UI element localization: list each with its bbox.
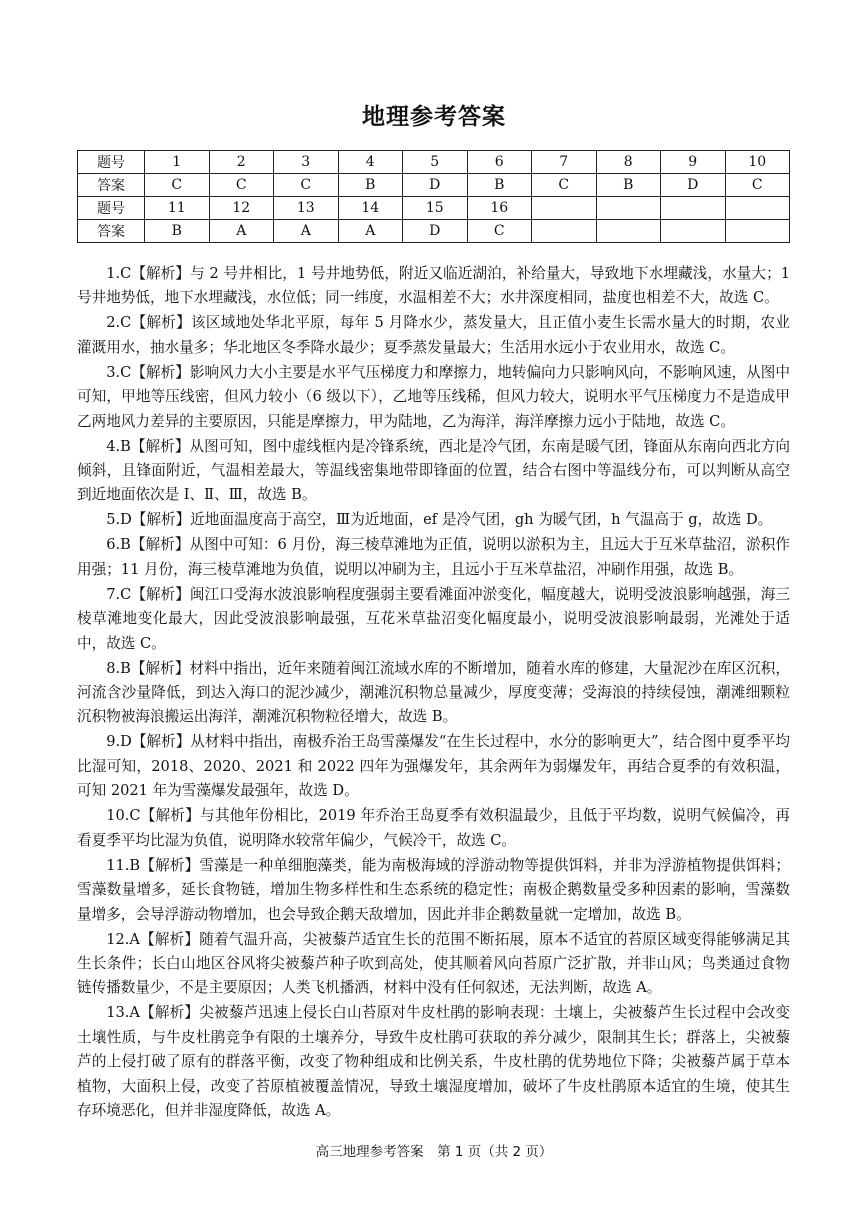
table-cell (596, 197, 661, 220)
table-cell (661, 220, 726, 243)
table-row (78, 151, 790, 174)
table-cell: 2 (209, 151, 274, 174)
table-cell: 16 (467, 197, 532, 220)
explanation-paragraph: 5.D【解析】近地面温度高于高空，Ⅲ为近地面，ef 是冷气团，gh 为暖气团，h 气温高于 g，故选 D。 (106, 511, 773, 529)
explanation-paragraph: 11.B【解析】雪藻是一种单细胞藻类，能为南极海域的浮游动物等提供饵料，并非为浮游植物提供饵料；雪藻数量增多，延长食物链，增加生物多样性和生态系统的稳定性；南极企鹅数量受多种因素的影响，雪藻数量增多，会导浮游动物增加，也会导致企鹅天敌增加，因此并非企鹅数量就一定增加，故选 B。 (77, 856, 790, 923)
table-cell: 8 (596, 151, 661, 174)
table-cell (532, 220, 597, 243)
table-cell: B (338, 174, 403, 197)
explanation-paragraph: 1.C【解析】与 2 号井相比，1 号井地势低，附近又临近湖泊，补给量大，导致地下水埋藏浅，水量大；1 号井地势低，地下水埋藏浅，水位低；同一纬度，水温相差不大；水井深度相同，盐度也相差不大，故选 C。 (77, 265, 790, 307)
table-row (78, 174, 790, 197)
table-cell: B (596, 174, 661, 197)
table-cell: 3 (274, 151, 339, 174)
explanation-paragraph: 9.D【解析】从材料中指出，南极乔治王岛雪藻爆发“在生长过程中，水分的影响更大”，结合图中夏季平均比湿可知，2018、2020、2021 和 2022 四年为强爆发年，其余两年为弱爆发年，再结合夏季的有效积温，可知 2021 年为雪藻爆发最强年，故选 D。 (77, 733, 790, 800)
table-cell: A (338, 220, 403, 243)
row-header-cell: 题号 (78, 151, 145, 174)
table-cell: D (661, 174, 726, 197)
table-cell: A (274, 220, 339, 243)
explanation-paragraph: 3.C【解析】影响风力大小主要是水平气压梯度力和摩擦力，地转偏向力只影响风向，不影响风速，从图中可知，甲地等压线密，但风力较小（6 级以下），乙地等压线稀，但风力较大，说明水平气压梯度力不是造成甲乙两地风力差异的主要原因，只能是摩擦力，甲为陆地，乙为海洋，海洋摩擦力远小于陆地，故选 C。 (77, 363, 790, 430)
answer-table (77, 150, 790, 243)
explanation-paragraph: 12.A【解析】随着气温升高，尖被藜芦适宜生长的范围不断拓展，原本不适宜的苔原区域变得能够满足其生长条件；长白山地区谷风将尖被藜芦种子吹到高处，使其顺着风向苔原广泛扩散，并非山风；鸟类通过食物链传播数量少，不是主要原因；人类飞机播洒，材料中没有任何叙述，无法判断，故选 A。 (77, 930, 790, 997)
row-header-cell: 答案 (78, 174, 145, 197)
table-cell (725, 220, 790, 243)
table-cell: B (145, 220, 210, 243)
explanation-paragraph: 2.C【解析】该区域地处华北平原，每年 5 月降水少，蒸发量大，且正值小麦生长需水量大的时期，农业灌溉用水，抽水量多；华北地区冬季降水最少；夏季蒸发量最大；生活用水远小于农业用水，故选 C。 (77, 314, 790, 356)
table-cell: 1 (145, 151, 210, 174)
explanation-paragraph: 13.A【解析】尖被藜芦迅速上侵长白山苔原对牛皮杜鹃的影响表现：土壤上，尖被藜芦生长过程中会改变土壤性质，与牛皮杜鹃竞争有限的土壤养分，导致牛皮杜鹃可获取的养分减少，限制其生长；群落上，尖被藜芦的上侵打破了原有的群落平衡，改变了物种组成和比例关系，牛皮杜鹃的优势地位下降；尖被藜芦属于草本植物，大面积上侵，改变了苔原植被覆盖情况，导致土壤湿度增加，破坏了牛皮杜鹃原本适宜的生境，使其生存环境恶化，但并非湿度降低，故选 A。 (77, 1004, 790, 1119)
table-cell (532, 197, 597, 220)
table-cell: C (725, 174, 790, 197)
table-cell (725, 197, 790, 220)
table-cell: B (467, 174, 532, 197)
explanation-paragraph: 8.B【解析】材料中指出，近年来随着闽江流域水库的不断增加，随着水库的修建，大量泥沙在库区沉积，河流含沙量降低，到达入海口的泥沙减少，潮滩沉积物总量减少，厚度变薄；受海浪的持续侵蚀，潮滩细颗粒沉积物被海浪搬运出海洋，潮滩沉积物粒径增大，故选 B。 (77, 659, 790, 726)
table-cell: D (403, 220, 468, 243)
table-cell: C (467, 220, 532, 243)
row-header-cell: 答案 (78, 220, 145, 243)
table-cell: 4 (338, 151, 403, 174)
explanation-paragraph: 7.C【解析】闽江口受海水波浪影响程度强弱主要看滩面冲淤变化，幅度越大，说明受波浪影响越强，海三棱草滩地变化最大，因此受波浪影响最强，互花米草盐沼变化幅度最小，说明受波浪影响最弱，光滩处于适中，故选 C。 (77, 585, 790, 652)
table-row (78, 220, 790, 243)
table-row (78, 197, 790, 220)
table-cell: 10 (725, 151, 790, 174)
table-cell: C (274, 174, 339, 197)
explanation-paragraph: 6.B【解析】从图中可知：6 月份，海三棱草滩地为正值，说明以淤积为主，且远大于互米草盐沼，淤积作用强；11 月份，海三棱草滩地为负值，说明以冲刷为主，且远小于互米草盐沼，冲刷作用强，故选 B。 (77, 536, 790, 578)
table-cell: 9 (661, 151, 726, 174)
table-cell: 6 (467, 151, 532, 174)
row-header-cell: 题号 (78, 197, 145, 220)
table-cell (596, 220, 661, 243)
table-cell: 14 (338, 197, 403, 220)
explanations (77, 262, 790, 1124)
table-cell: 7 (532, 151, 597, 174)
explanation-paragraph: 4.B【解析】从图可知，图中虚线框内是冷锋系统，西北是冷气团，东南是暖气团，锋面从东南向西北方向倾斜，且锋面附近，气温相差最大，等温线密集地带即锋面的位置，结合右图中等温线分布，可以判断从高空到近地面依次是 Ⅰ、Ⅱ、Ⅲ，故选 B。 (77, 437, 790, 504)
table-cell: 13 (274, 197, 339, 220)
table-cell: C (532, 174, 597, 197)
table-cell: 12 (209, 197, 274, 220)
table-cell (661, 197, 726, 220)
table-cell: C (209, 174, 274, 197)
table-cell: 15 (403, 197, 468, 220)
table-cell: C (145, 174, 210, 197)
explanation-paragraph: 10.C【解析】与其他年份相比，2019 年乔治王岛夏季有效积温最少，且低于平均数，说明气候偏冷，再看夏季平均比湿为负值，说明降水较常年偏少，气候冷干，故选 C。 (77, 807, 790, 849)
table-cell: 11 (145, 197, 210, 220)
table-cell: D (403, 174, 468, 197)
page-title: 地理参考答案 (362, 104, 506, 130)
page-footer: 高三地理参考答案 第 1 页（共 2 页） (315, 1144, 553, 1160)
table-cell: 5 (403, 151, 468, 174)
table-cell: A (209, 220, 274, 243)
